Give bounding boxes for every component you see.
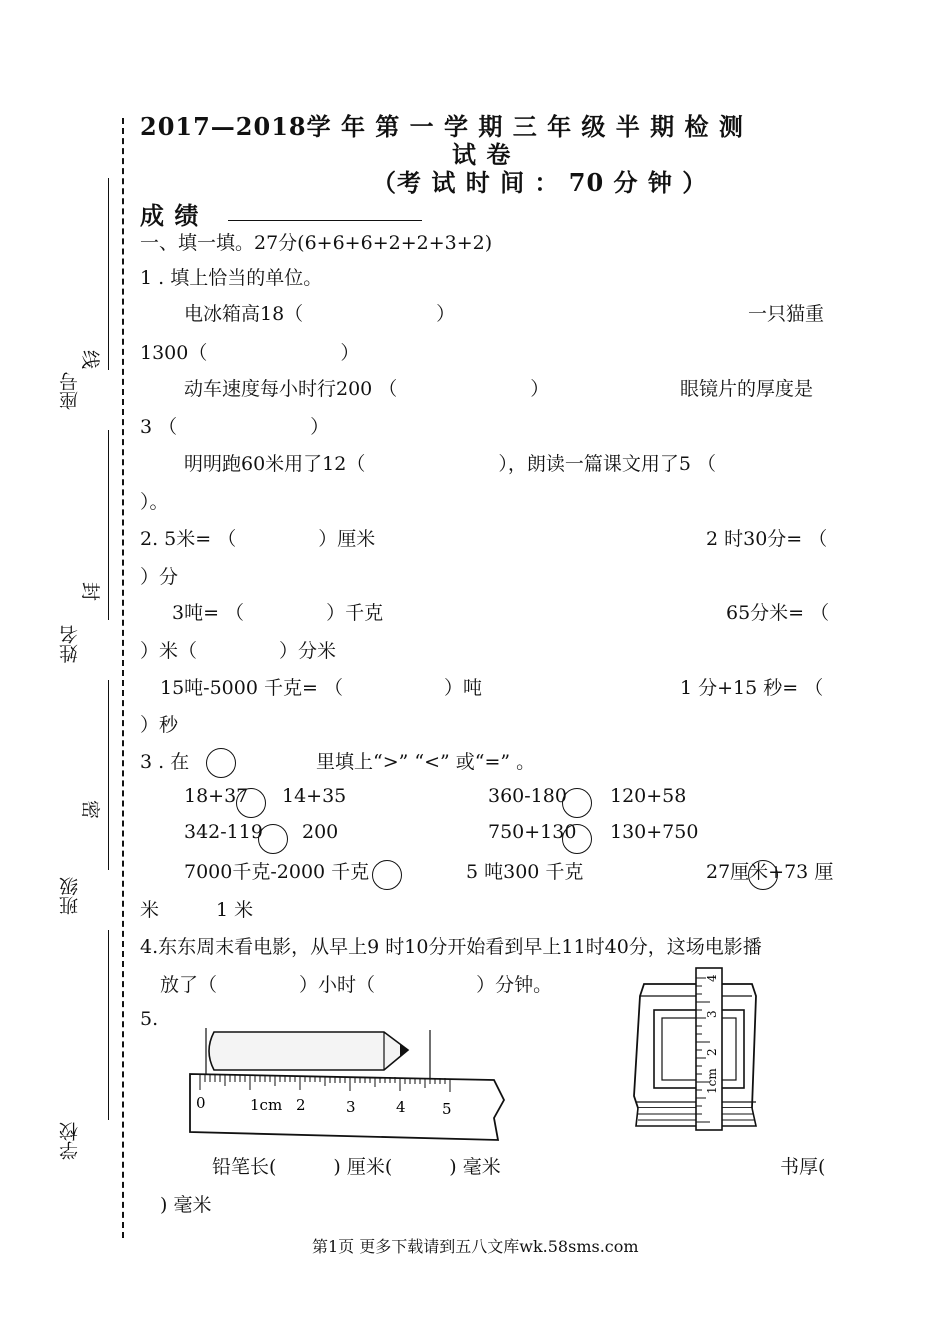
q1-lens-cont: 3 （ ） [140,416,330,438]
ruler-tick-label: 0 [196,1094,206,1112]
ruler-tick-label: 5 [442,1100,452,1118]
q2-hours: 2 时30分= （ [706,528,828,550]
class-underline [108,680,109,870]
compare-circle[interactable] [562,788,592,818]
book-ruler-label: 3 [705,1010,719,1018]
q1-train: 动车速度每小时行200 （ ） [184,378,550,400]
compare-circle[interactable] [206,748,236,778]
q3-r1-left: 18+37 [184,785,249,807]
name-underline [108,430,109,620]
q3-intro: 3 . 在 [140,751,190,773]
pencil [206,1028,430,1078]
seat-label: 座号 [59,372,81,410]
compare-circle[interactable] [258,824,288,854]
compare-circle[interactable] [372,860,402,890]
q2-decimeters: 65分米= （ [726,602,830,624]
page-footer: 第1页 更多下载请到五八文库wk.58sms.com [312,1237,639,1256]
book-ruler-illustration [630,966,766,1132]
book [634,984,756,1126]
compare-circle[interactable] [562,824,592,854]
score-blank [228,220,422,221]
q3-r3-left: 7000千克-2000 千克 [184,861,370,883]
name-label: 姓名 [59,625,81,663]
book-ruler-label: 4 [705,974,719,982]
q2-seconds: 1 分+15 秒= （ [680,677,824,699]
vertical-ruler [696,968,722,1130]
seal-feng: 封 [79,581,102,602]
q3-r1c-right: 120+58 [610,785,687,807]
q3-r2-left: 342-119 [184,821,263,843]
q5-label: 5. [140,1008,159,1030]
q1-label: 1 . 填上恰当的单位。 [140,267,323,289]
q4-blanks: 放了（ ）小时（ ）分钟。 [160,974,553,996]
seal-xian: 线 [79,349,102,370]
ruler-tick-label: 2 [296,1096,306,1114]
q1-cat-cont: 1300（ ） [140,342,360,364]
exam-title-line2: 试 卷 [452,140,512,169]
q3-r2c-right: 130+750 [610,821,699,843]
q1-fridge: 电冰箱高18（ ） [184,303,456,325]
q1-run-cont: ）。 [140,491,169,513]
pencil-ruler-illustration [186,1022,508,1142]
school-underline [108,930,109,1120]
seal-mi: 密 [79,799,102,820]
ruler [190,1074,504,1140]
ruler-tick-label: 3 [346,1098,356,1116]
score-label: 成 绩 [140,201,200,230]
q3-r2c-left: 750+130 [488,821,577,843]
q3-r1-right: 14+35 [282,785,347,807]
q4-text: 4.东东周末看电影，从早上9 时10分开始看到早上11时40分，这场电影播 [140,936,762,958]
q3-r3c: 27厘米+73 厘 [706,861,834,883]
q3-r2-right: 200 [302,821,339,843]
q2-hours-cont: ）分 [140,566,179,588]
q2-seconds-cont: ）秒 [140,714,179,736]
compare-circle[interactable] [236,788,266,818]
q2-tons-minus: 15吨-5000 千克= （ ）吨 [160,677,482,699]
ruler-tick-label: 4 [396,1098,406,1116]
school-label: 学校 [59,1122,81,1160]
q2-tons: 3吨= （ ）千克 [172,602,384,624]
q1-lens: 眼镜片的厚度是 [680,378,814,400]
seat-underline [108,178,109,370]
q3-r4: 米 1 米 [140,899,254,921]
book-ruler-label: 2 [705,1048,719,1056]
binding-dashed-line [122,118,124,1238]
ruler-tick-label: 1cm [250,1096,283,1114]
class-label: 班级 [59,877,81,915]
q5-book-answer: 书厚( [780,1156,826,1178]
q5-book-answer-cont: ) 毫米 [160,1194,212,1216]
q3-r1c-left: 360-180 [488,785,567,807]
exam-title: 2017—2018学 年 第 一 学 期 三 年 级 半 期 检 测 [140,112,744,141]
q3-intro-rest: 里填上“>” “<” 或“=” 。 [316,751,536,773]
book-ruler-label: 1cm [705,1068,719,1094]
section1-heading: 一、填一填。27分(6+6+6+2+2+3+2) [140,232,493,254]
compare-circle[interactable] [748,860,778,890]
q1-run: 明明跑60米用了12（ ），朗读一篇课文用了5 （ [184,453,716,475]
exam-duration: （考 试 时 间 ： 70 分 钟 ） [372,168,708,197]
q5-pencil-answer: 铅笔长( ) 厘米( ) 毫米 [212,1156,501,1178]
q2-decimeters-cont: ）米（ ）分米 [140,640,337,662]
q3-r3-right: 5 吨300 千克 [466,861,584,883]
q2-meters: 2. 5米= （ ）厘米 [140,528,376,550]
q1-cat: 一只猫重 [748,303,825,325]
